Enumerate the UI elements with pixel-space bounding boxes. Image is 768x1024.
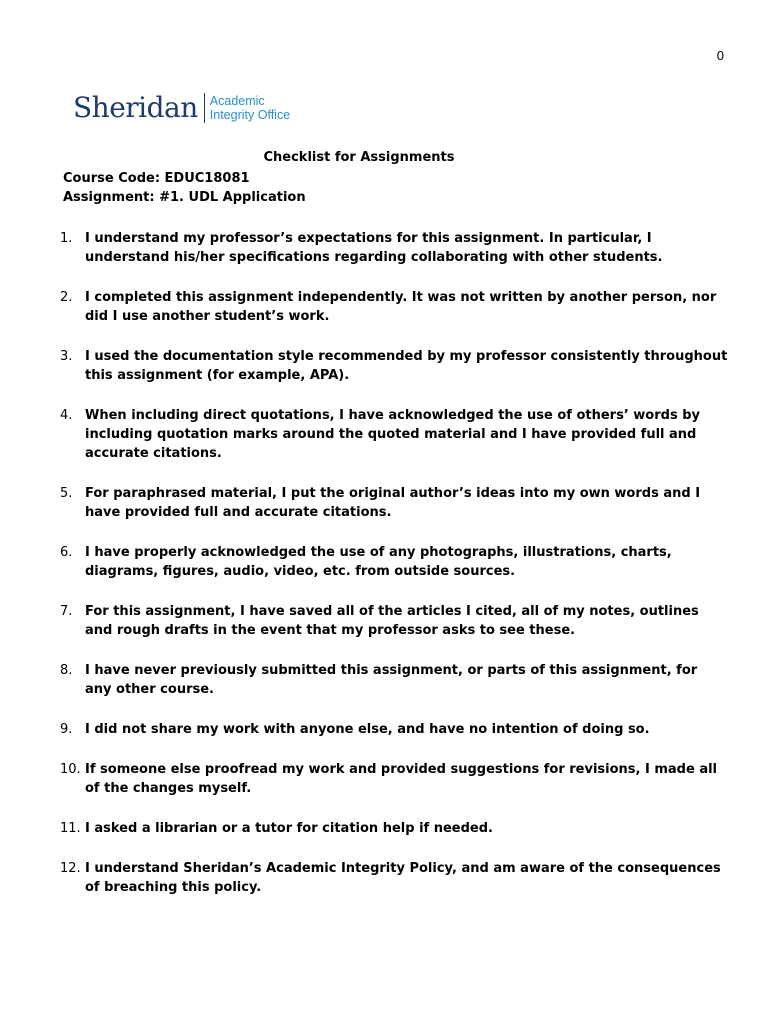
item-text: I have never previously submitted this assignment, or parts of this assignment, for any other course. bbox=[85, 663, 698, 697]
logo-divider bbox=[204, 93, 205, 123]
course-code: Course Code: EDUC18081 bbox=[63, 171, 250, 186]
logo-subtitle-line1: Academic bbox=[209, 94, 265, 108]
document-title: Checklist for Assignments bbox=[263, 150, 455, 165]
item-number: 11. bbox=[60, 821, 81, 836]
checklist-item bbox=[60, 406, 728, 463]
item-number: 6. bbox=[60, 545, 73, 560]
item-number: 4. bbox=[60, 408, 73, 423]
page-number: 0 bbox=[716, 48, 724, 63]
checklist-item bbox=[60, 602, 728, 640]
item-number: 12. bbox=[60, 861, 81, 876]
checklist-item bbox=[60, 229, 728, 267]
checklist-item bbox=[60, 661, 728, 699]
item-text: For paraphrased material, I put the original author’s ideas into my own words and I have provided full and accurate citations. bbox=[85, 486, 701, 520]
item-text: If someone else proofread my work and provided suggestions for revisions, I made all of the changes myself. bbox=[85, 762, 718, 796]
checklist-item bbox=[60, 543, 728, 581]
logo-subtitle bbox=[210, 94, 290, 122]
item-text: I have properly acknowledged the use of any photographs, illustrations, charts, diagrams, figures, audio, video, etc. from outside sources. bbox=[85, 545, 672, 579]
item-text: I understand Sheridan’s Academic Integrity Policy, and am aware of the consequences of breaching this policy. bbox=[85, 861, 721, 895]
item-text: I understand my professor’s expectations for this assignment. In particular, I understand his/her specifications regarding collaborating with other students. bbox=[85, 231, 663, 265]
item-number: 3. bbox=[60, 349, 73, 364]
item-text: I used the documentation style recommended by my professor consistently throughout this assignment (for example, APA). bbox=[85, 349, 728, 383]
item-number: 5. bbox=[60, 486, 73, 501]
checklist-item bbox=[60, 760, 728, 798]
checklist-item bbox=[60, 859, 728, 897]
item-text: When including direct quotations, I have acknowledged the use of others’ words by including quotation marks around the quoted material and I have provided full and accurate citations. bbox=[85, 408, 700, 461]
item-number: 1. bbox=[60, 231, 73, 246]
item-number: 9. bbox=[60, 722, 73, 737]
checklist bbox=[60, 229, 728, 918]
checklist-item bbox=[60, 288, 728, 326]
item-number: 10. bbox=[60, 762, 81, 777]
checklist-item bbox=[60, 347, 728, 385]
item-text: For this assignment, I have saved all of the articles I cited, all of my notes, outlines and rough drafts in the event that my professor asks to see these. bbox=[85, 604, 699, 638]
item-text: I completed this assignment independently. It was not written by another person, nor did I use another student’s work. bbox=[85, 290, 717, 324]
checklist-item bbox=[60, 720, 728, 739]
item-text: I asked a librarian or a tutor for citation help if needed. bbox=[85, 821, 493, 836]
item-number: 8. bbox=[60, 663, 73, 678]
checklist-item bbox=[60, 819, 728, 838]
sheridan-logo bbox=[73, 90, 290, 126]
item-number: 2. bbox=[60, 290, 73, 305]
logo-wordmark: Sheridan bbox=[73, 91, 198, 124]
item-text: I did not share my work with anyone else, and have no intention of doing so. bbox=[85, 722, 650, 737]
checklist-item bbox=[60, 484, 728, 522]
logo-subtitle-line2: Integrity Office bbox=[209, 108, 291, 122]
item-number: 7. bbox=[60, 604, 73, 619]
assignment-name: Assignment: #1. UDL Application bbox=[63, 190, 306, 205]
